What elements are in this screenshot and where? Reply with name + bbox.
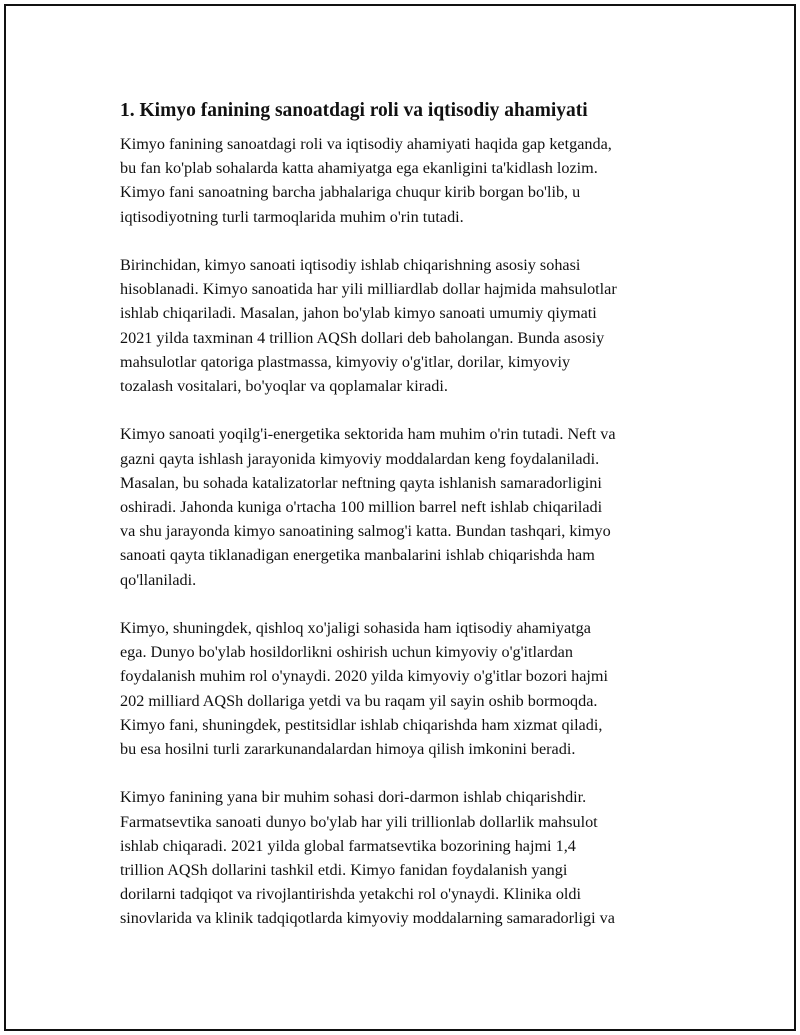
paragraph: [120, 785, 700, 930]
text-line: Kimyo, shuningdek, qishloq xo'jaligi sohasida ham iqtisodiy ahamiyatga: [120, 619, 591, 638]
text-line: Kimyo fani, shuningdek, pestitsidlar ishlab chiqarishda ham xizmat qiladi,: [120, 715, 603, 734]
section-heading: 1. Kimyo fanining sanoatdagi roli va iqtisodiy ahamiyati: [120, 100, 588, 121]
text-line: bu fan ko'plab sohalarda katta ahamiyatga ega ekanligini ta'kidlash lozim.: [120, 159, 598, 178]
text-line: oshiradi. Jahonda kuniga o'rtacha 100 million barrel neft ishlab chiqariladi: [120, 498, 603, 517]
text-line: Farmatsevtika sanoati dunyo bo'ylab har yili trillionlab dollarlik mahsulot: [120, 812, 598, 831]
paragraph: [120, 132, 700, 229]
text-line: foydalanish muhim rol o'ynaydi. 2020 yilda kimyoviy o'g'itlar bozori hajmi: [120, 667, 609, 686]
text-line: sinovlarida va klinik tadqiqotlarda kimyoviy moddalarning samaradorligi va: [120, 909, 615, 928]
text-line: ishlab chiqariladi. Masalan, jahon bo'ylab kimyo sanoati umumiy qiymati: [120, 304, 597, 323]
text-line: tozalash vositalari, bo'yoqlar va qoplamalar kiradi.: [120, 377, 448, 396]
text-line: mahsulotlar qatoriga plastmassa, kimyoviy o'g'itlar, dorilar, kimyoviy: [120, 352, 571, 371]
paragraph: [120, 616, 700, 761]
text-line: Birinchidan, kimyo sanoati iqtisodiy ishlab chiqarishning asosiy sohasi: [120, 256, 581, 274]
text-line: 2021 yilda taxminan 4 trillion AQSh dollari deb baholangan. Bunda asosiy: [120, 328, 605, 347]
document-page: [4, 4, 796, 1031]
paragraph-list: [120, 132, 700, 931]
text-line: ega. Dunyo bo'ylab hosildorlikni oshirish uchun kimyoviy o'g'itlardan: [120, 643, 573, 662]
text-line: 202 milliard AQSh dollariga yetdi va bu raqam yil sayin oshib bormoqda.: [120, 691, 598, 710]
text-line: trillion AQSh dollarini tashkil etdi. Kimyo fanidan foydalanish yangi: [120, 861, 568, 880]
text-line: Kimyo fanining yana bir muhim sohasi dori-darmon ishlab chiqarishdir.: [120, 788, 587, 807]
text-line: Kimyo sanoati yoqilg'i-energetika sektorida ham muhim o'rin tutadi. Neft va: [120, 425, 616, 444]
text-line: bu esa hosilni turli zararkunandalardan himoya qilish imkonini beradi.: [120, 740, 576, 759]
text-line: iqtisodiyotning turli tarmoqlarida muhim o'rin tutadi.: [120, 207, 464, 226]
text-line: dorilarni tadqiqot va rivojlantirishda yetakchi rol o'ynaydi. Klinika oldi: [120, 885, 582, 904]
document-body: [120, 98, 700, 955]
text-line: ishlab chiqaradi. 2021 yilda global farmatsevtika bozorining hajmi 1,4: [120, 836, 576, 855]
text-line: Kimyo fani sanoatning barcha jabhalariga chuqur kirib borgan bo'lib, u: [120, 183, 581, 202]
text-line: sanoati qayta tiklanadigan energetika manbalarini ishlab chiqarishda ham: [120, 546, 595, 565]
text-line: hisoblanadi. Kimyo sanoatida har yili milliardlab dollar hajmida mahsulotlar: [120, 280, 617, 299]
text-line: Masalan, bu sohada katalizatorlar neftning qayta ishlanish samaradorligini: [120, 473, 602, 492]
text-line: qo'llaniladi.: [120, 570, 197, 589]
paragraph: [120, 253, 700, 398]
text-line: va shu jarayonda kimyo sanoatining salmog'i katta. Bundan tashqari, kimyo: [120, 522, 611, 541]
paragraph: [120, 422, 700, 591]
text-line: gazni qayta ishlash jarayonida kimyoviy moddalardan keng foydalaniladi.: [120, 449, 600, 468]
text-line: Kimyo fanining sanoatdagi roli va iqtisodiy ahamiyati haqida gap ketganda,: [120, 135, 612, 153]
